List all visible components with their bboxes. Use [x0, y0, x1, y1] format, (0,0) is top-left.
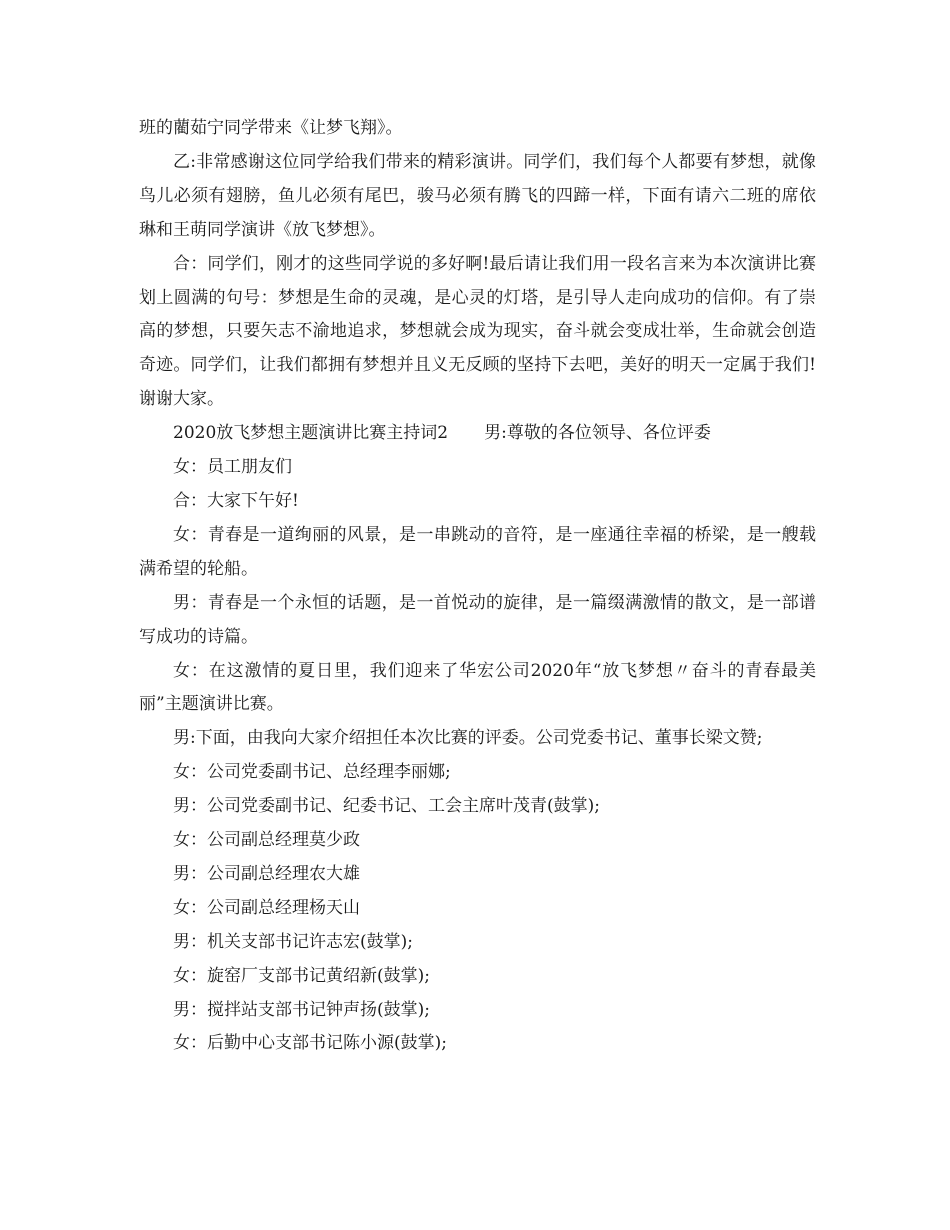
- paragraph-he-closing: 合：同学们，刚才的这些同学说的多好啊!最后请让我们用一段名言来为本次演讲比赛划上圆满的句号：梦想是生命的灵魂，是心灵的灯塔，是引导人走向成功的信仰。有了崇高的梦想，只要矢志不渝地追求，梦想就会成为现实，奋斗就会变成壮举，生命就会创造奇迹。同学们，让我们都拥有梦想并且义无反顾的坚持下去吧，美好的明天一定属于我们!谢谢大家。: [139, 253, 816, 410]
- paragraph-continuation: 班的藺茹宁同学带来《让梦飞翔》。: [139, 118, 403, 138]
- dialogue-line: 男:下面，由我向大家介绍担任本次比赛的评委。公司党委书记、董事长梁文赞;: [173, 728, 763, 749]
- dialogue-line: 男：公司副总经理农大雄: [173, 863, 360, 884]
- dialogue-line: 女：在这激情的夏日里，我们迎来了华宏公司2020年“放飞梦想〃奋斗的青春最美丽”主题演讲比赛。: [139, 660, 816, 715]
- section-title: 2020放飞梦想主题演讲比赛主持词2: [173, 423, 449, 444]
- dialogue-line: 女：员工朋友们: [173, 457, 292, 478]
- document-body: [139, 112, 816, 1061]
- heading-line: [139, 417, 816, 451]
- paragraph-yi-speech: 乙:非常感谢这位同学给我们带来的精彩演讲。同学们，我们每个人都要有梦想，就像鸟儿必须有翅膀，鱼儿必须有尾巴，骏马必须有腾飞的四蹄一样，下面有请六二班的席依琳和王萌同学演讲《放飞梦想》。: [139, 151, 816, 240]
- dialogue-line: 女：青春是一道绚丽的风景，是一串跳动的音符，是一座通往幸福的桥梁，是一艘载满希望的轮船。: [139, 524, 816, 579]
- dialogue-line: 女：公司副总经理杨天山: [173, 897, 360, 918]
- heading-line-rest: 男:尊敬的各位领导、各位评委: [484, 423, 711, 444]
- dialogue-line: 男：公司党委副书记、纪委书记、工会主席叶茂青(鼓掌);: [173, 796, 600, 817]
- dialogue-line: 合：大家下午好!: [173, 490, 299, 511]
- dialogue-line: 男：青春是一个永恒的话题，是一首悦动的旋律，是一篇缀满激情的散文，是一部谱写成功的诗篇。: [139, 592, 816, 647]
- dialogue-line: 女：公司党委副书记、总经理李丽娜;: [173, 762, 451, 783]
- dialogue-line: 男：机关支部书记许志宏(鼓掌);: [173, 931, 413, 952]
- dialogue-line: 男：搅拌站支部书记钟声扬(鼓掌);: [173, 999, 430, 1020]
- dialogue-line: 女：后勤中心支部书记陈小源(鼓掌);: [173, 1033, 447, 1054]
- dialogue-line: 女：公司副总经理莫少政: [173, 830, 360, 851]
- dialogue-line: 女：旋窑厂支部书记黄绍新(鼓掌);: [173, 965, 430, 986]
